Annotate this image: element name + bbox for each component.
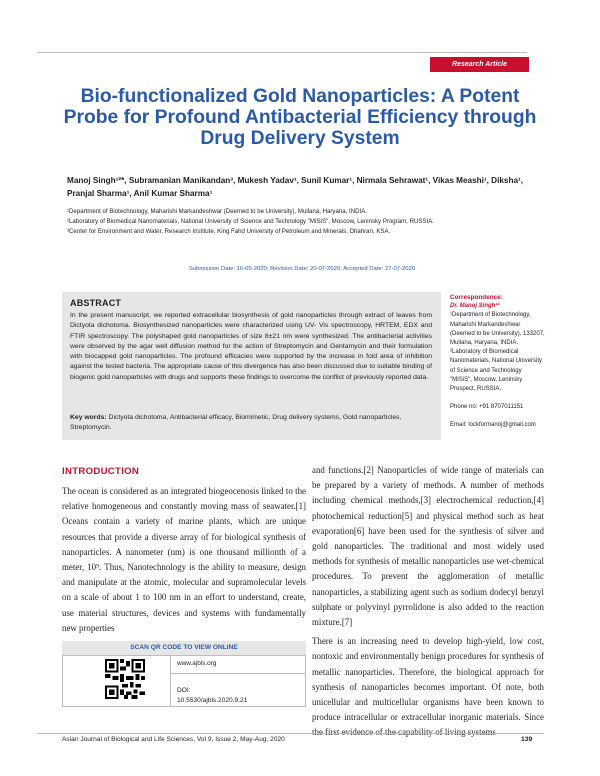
keywords	[70, 413, 432, 434]
affiliation-3: ³Center for Environment and Water, Research Institute, King Fahd University of Petroleum and Minerals, Dhahran, KSA.	[67, 228, 391, 235]
correspondence-name: Dr. Manoj Singh¹²	[450, 303, 500, 310]
intro-right-column	[312, 463, 544, 741]
affiliations	[67, 207, 537, 237]
abstract-text: In the present manuscript, we reported extracellular biosynthesis of gold nanoparticles through extract of leaves from Dictyota dichotoma. Biosynthesized nanoparticles were characterized using UV- Vis spectroscopy, HRTEM, EDX and FTIR spectroscopy. The polyshaped gold nanoparticles of size 8±21 nm were synthesized. The antibacterial activities were observed by the agar well diffusion method for the action of Streptomycin and Gentamycin and their formulation with biocapped gold nanoparticles. The profound efficacies were supported by the increase in fold area of inhibition against the tested bacteria. The appropriate cause of this divergence has also been discussed due to suitable binding of biogenic gold nanoparticles with drugs and supports these findings to overcome the conflict of previously reported data.	[70, 312, 432, 381]
doi-label: DOI:	[177, 687, 191, 694]
journal-footer: Asian Journal of Biological and Life Sciences, Vol 9, Issue 2, May-Aug, 2020	[62, 736, 285, 743]
header-rule	[37, 52, 527, 53]
intro-paragraph-2: and functions.[2] Nanoparticles of wide range of materials can be prepared by a variety of methods. A number of methods including chemical methods,[3] electrochemical reduction,[4] photochemical reduction[5] and physical method such as heat evaporation[6] have been used for the synthesis of silver and gold nanoparticles. The traditional and most widely used methods for synthesis of metallic nanoparticles use wet-chemical procedures. To prevent the agglomeration of metallic nanoparticles, a stabilizing agent such as sodium dodecyl benzyl sulphate or polyvinyl pyrrolidone is also added to the reaction mixture.[7]	[312, 465, 544, 628]
qr-heading: SCAN QR CODE TO VIEW ONLINE	[62, 641, 306, 655]
qr-divider	[170, 656, 171, 706]
author-list: Manoj Singh¹²*, Subramanian Manikandan³, Mukesh Yadav¹, Sunil Kumar¹, Nirmala Sehrawat¹, Vikas Meashi¹, Diksha¹, Pranjal Sharma¹, Anil Kumar Sharma¹	[67, 176, 524, 198]
doi-link[interactable]: 10.5530/ajbls.2020.9.21	[177, 697, 248, 704]
affiliation-1: ¹Department of Biotechnology, Maharishi Markandeshwar (Deemed to be University), Mullana, Haryana, INDIA.	[67, 208, 367, 215]
page-number: 139	[521, 736, 533, 743]
keywords-text: Dictyota dichotoma, Antibacterial efficacy, Biomimetic, Drug delivery systems, Gold nanoparticles, Streptomycin.	[70, 414, 402, 432]
paper-title: Bio-functionalized Gold Nanoparticles: A Potent Probe for Profound Antibacterial Efficiency through Drug Delivery System	[63, 86, 537, 149]
correspondence-address-2: ²Laboratory of Biomedical Nanomaterials, National University of Science and Technology "MISiS", Moscow, Leninsky Prospect, RUSSIA.	[450, 349, 543, 393]
correspondence-phone: Phone no: +91 8707011151	[450, 404, 524, 411]
affiliation-2: ²Laboratory of Biomedical Nanomaterials, National University of Science and Technology "MISiS", Moscow, Leninsky Program, RUSSIA.	[67, 218, 434, 225]
doi-block	[177, 686, 247, 706]
article-type-badge: Research Article	[430, 57, 529, 72]
footer-rule	[37, 733, 544, 734]
correspondence-block	[450, 293, 545, 431]
journal-website-link[interactable]: www.ajbls.org	[177, 660, 217, 667]
correspondence-email: Email: lockformanoj@gmail.com	[450, 422, 536, 429]
keywords-label: Key words:	[70, 414, 107, 421]
intro-left-column	[62, 484, 306, 636]
qr-code-icon[interactable]	[105, 659, 145, 699]
correspondence-heading: Correspondence:	[450, 294, 503, 301]
introduction-heading: INTRODUCTION	[62, 466, 140, 477]
intro-paragraph-1: The ocean is considered as an integrated biogeocenosis linked to the relative homogeneous and constantly moving mass of seawater.[1] Oceans contain a variety of marine plants, which are unique resources that provide a diverse array of for biological synthesis of nanoparticles. A nanometer (nm) is one thousand millionth of a meter, 10⁹. Thus, Nanotechnology is the ability to measure, design and manipulate at the atomic, molecular and supramolecular levels on a scale of about 1 to 100 nm in an effort to understand, create, use material structures, devices and systems with fundamentally new properties	[62, 486, 306, 633]
submission-dates: Submission Date: 16-05-2020; Revision Date: 20-07-2020; Accepted Date: 27-07-2020	[188, 266, 416, 272]
abstract-heading: ABSTRACT	[70, 298, 122, 308]
qr-divider-horizontal	[171, 673, 305, 674]
correspondence-address-1: ¹Department of Biotechnology, Maharishi Markandeshwar (Deemed to be University), 133207, Mullana, Haryana, INDIA.	[450, 312, 545, 347]
intro-paragraph-3: There is an increasing need to develop high-yield, low cost, nontoxic and environmentally benign procedures for synthesis of metallic nanoparticles. Therefore, the biological approach for synthesis of nanoparticles becomes important. Of note, both unicellular and multicellular organisms have been known to produce intracellular or extracellular inorganic materials. Since	[312, 636, 544, 723]
